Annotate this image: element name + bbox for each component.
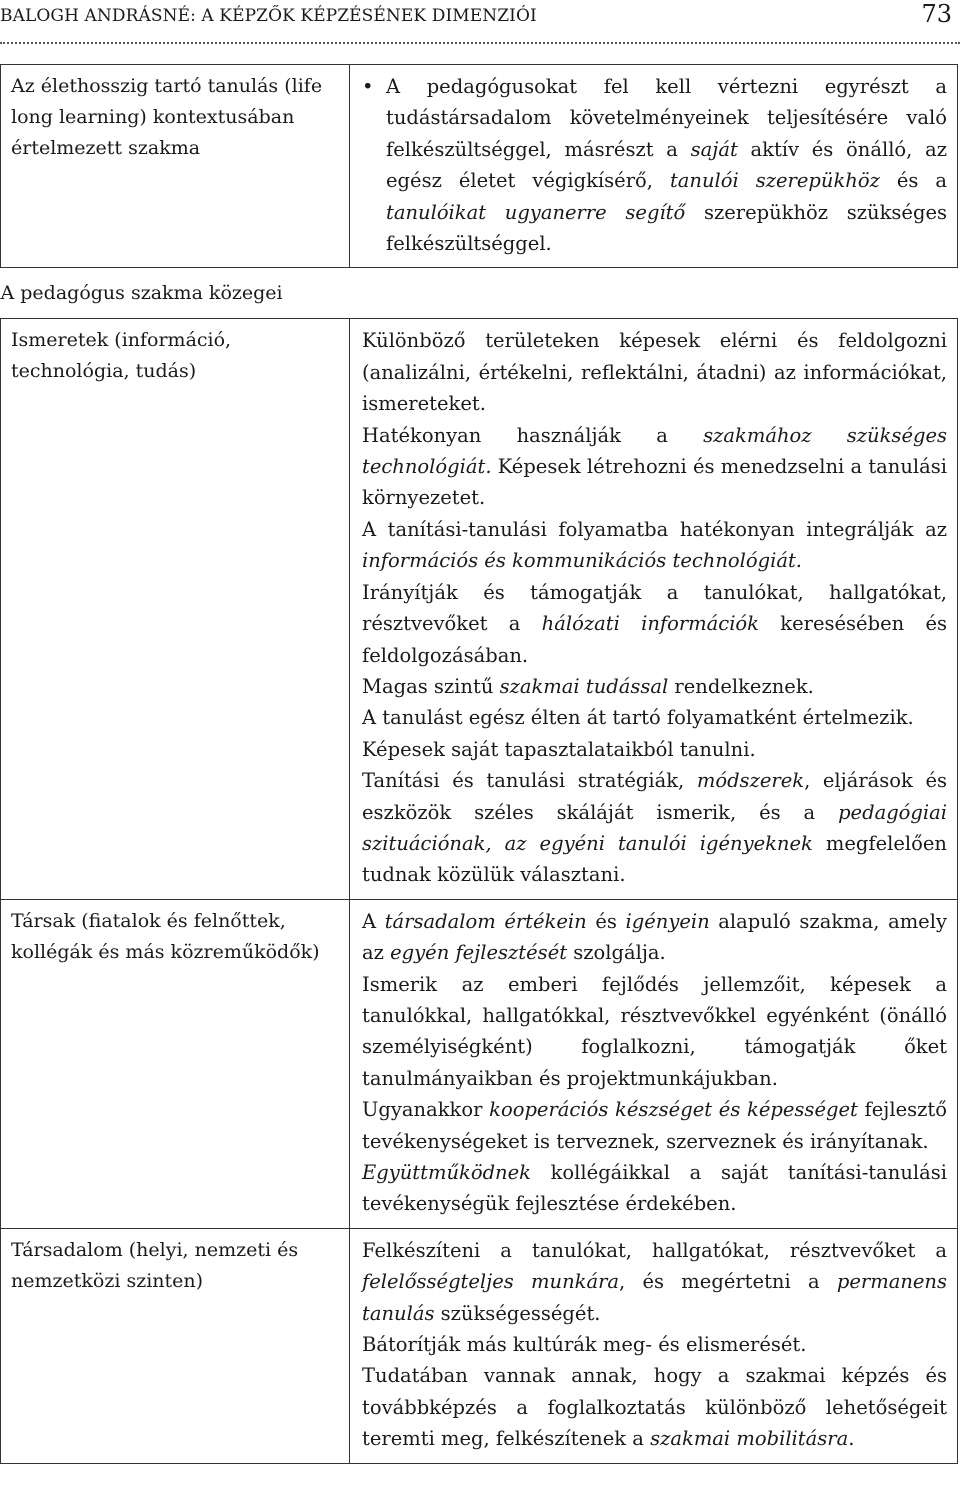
rich-paragraph — [362, 1094, 947, 1157]
table-row-lifelong — [1, 65, 958, 268]
text-run: Tudatában vannak annak, hogy a szakmai képzés és továbbképzés a foglalkoztatás különböző lehetőségeit teremti meg, felkészítenek a — [362, 1364, 947, 1451]
text-run: Bátorítják más kultúrák meg- és elismerését. — [362, 1333, 807, 1357]
text-run: Tanítási és tanulási stratégiák, — [362, 769, 697, 793]
italic-run: szakmai tudással — [499, 674, 669, 698]
italic-run: egyén fejlesztését — [390, 941, 568, 965]
text-run: aktív és önálló, az egész életet végigkísérő, — [386, 137, 947, 193]
rich-paragraph — [362, 969, 947, 1095]
row-label: Társadalom (helyi, nemzeti és nemzetközi szinten) — [1, 1228, 350, 1463]
text-run: Hatékonyan használják a — [362, 423, 704, 447]
row-content — [350, 899, 958, 1228]
table-row — [1, 1228, 958, 1463]
italic-run: tanulói szerepükhöz — [669, 169, 880, 193]
italic-run: felelősségteljes munkára — [362, 1270, 620, 1294]
rich-paragraph — [362, 1235, 947, 1329]
text-run: alapuló szakma, amely az — [362, 909, 947, 965]
rich-paragraph — [362, 577, 947, 671]
text-run: Különböző területeken képesek elérni és feldolgozni (analizálni, értékelni, reflektálni, átadni) az információkat, ismereteket. — [362, 329, 947, 416]
row-content — [350, 65, 958, 268]
text-run: Magas szintű — [362, 674, 500, 698]
rich-paragraph — [362, 420, 947, 514]
row-label: Társak (fiatalok és felnőttek, kollégák és más közreműködők) — [1, 899, 350, 1228]
rich-paragraph — [386, 71, 947, 259]
text-run: , és megértetni a — [619, 1270, 837, 1294]
rich-paragraph — [362, 1329, 947, 1360]
italic-run: kooperációs készséget és képességet — [489, 1098, 858, 1122]
rich-paragraph — [362, 906, 947, 969]
text-run: rendelkeznek. — [668, 674, 814, 698]
italic-run: saját — [690, 137, 738, 161]
rich-paragraph — [362, 1157, 947, 1220]
italic-run: módszerek — [696, 769, 805, 793]
rich-paragraph — [362, 325, 947, 419]
italic-run: tanulóikat ugyanerre segítő — [386, 200, 686, 224]
italic-run: Együttműködnek — [362, 1161, 531, 1184]
italic-run: pedagógiai szituációnak, az egyéni tanulói igényeknek — [362, 800, 947, 855]
italic-run: hálózati információk — [541, 612, 759, 636]
text-run: szükségességét. — [434, 1301, 601, 1325]
page-number: 73 — [921, 0, 952, 28]
italic-run: információs és kommunikációs technológiát. — [362, 549, 802, 573]
text-run: fejlesztő tevékenységeket is terveznek, szerveznek és irányítanak. — [362, 1098, 947, 1153]
running-title: BALOGH ANDRÁSNÉ: A KÉPZŐK KÉPZÉSÉNEK DIMENZIÓI — [0, 6, 537, 26]
rich-paragraph — [362, 702, 947, 733]
text-run: Képesek létrehozni és menedzselni a tanulási környezetet. — [362, 455, 947, 510]
text-run: A — [362, 909, 385, 933]
table-row — [1, 899, 958, 1228]
text-run: A tanulást egész élten át tartó folyamatként értelmezik. — [362, 706, 914, 730]
italic-run: igényein — [625, 909, 710, 933]
bullet-glyph: • — [362, 75, 374, 98]
text-run: szerepükhöz szükséges felkészültséggel. — [386, 200, 947, 256]
running-header — [0, 0, 960, 44]
italic-run: permanens tanulás — [362, 1270, 947, 1325]
row-label: Az élethosszig tartó tanulás (life long learning) kontextusában értelmezett szakma — [1, 65, 350, 268]
row-content — [350, 1228, 958, 1463]
section-heading: A pedagógus szakma közegei — [1, 268, 958, 319]
table-row — [1, 319, 958, 899]
text-run: Felkészíteni a tanulókat, hallgatókat, résztvevőket a — [362, 1238, 947, 1262]
row-label: Ismeretek (információ, technológia, tudás) — [1, 319, 350, 899]
row-content — [350, 319, 958, 899]
header-dotted-rule — [0, 42, 960, 44]
section-heading-row — [1, 268, 958, 319]
text-run: Ugyanakkor — [362, 1098, 490, 1122]
rich-paragraph — [362, 765, 947, 891]
text-run: megfelelően tudnak közülük választani. — [362, 831, 947, 887]
text-run: és a — [879, 169, 947, 193]
bullet-item — [362, 71, 947, 259]
rich-paragraph — [362, 671, 947, 702]
italic-run: szakmai mobilitásra — [650, 1427, 849, 1451]
text-run: kollégáikkal a saját tanítási-tanulási tevékenységük fejlesztése érdekében. — [362, 1161, 947, 1216]
rich-paragraph — [362, 1360, 947, 1454]
text-run: Ismerik az emberi fejlődés jellemzőit, képesek a tanulókkal, hallgatókkal, résztvevőkkel egyénként (önálló személyiségként) foglalkozni, támogatják őket tanulmányaikban és projektmunkájukban. — [362, 972, 947, 1090]
text-run: Irányítják és támogatják a tanulókat, hallgatókat, résztvevőket a — [362, 580, 947, 636]
text-run: szolgálja. — [567, 941, 666, 965]
italic-run: társadalom értékein — [384, 909, 587, 933]
text-run: A pedagógusokat fel kell vértezni egyrészt a tudástársadalom követelményeinek teljesítésére való felkészültséggel, másrészt a — [386, 75, 947, 161]
text-run: és — [586, 909, 626, 933]
italic-run: szakmához szükséges technológiát. — [362, 423, 948, 479]
text-run: Képesek saját tapasztalataikból tanulni. — [362, 737, 756, 761]
text-run: , eljárások és eszközök széles skáláját ismerik, és a — [362, 769, 947, 824]
text-run: A tanítási-tanulási folyamatba hatékonyan integrálják az — [362, 517, 947, 541]
rich-paragraph — [362, 734, 947, 765]
text-run: keresésében és feldolgozásában. — [362, 612, 947, 667]
competence-table — [0, 64, 958, 1464]
rich-paragraph — [362, 514, 947, 577]
text-run: . — [848, 1427, 855, 1451]
